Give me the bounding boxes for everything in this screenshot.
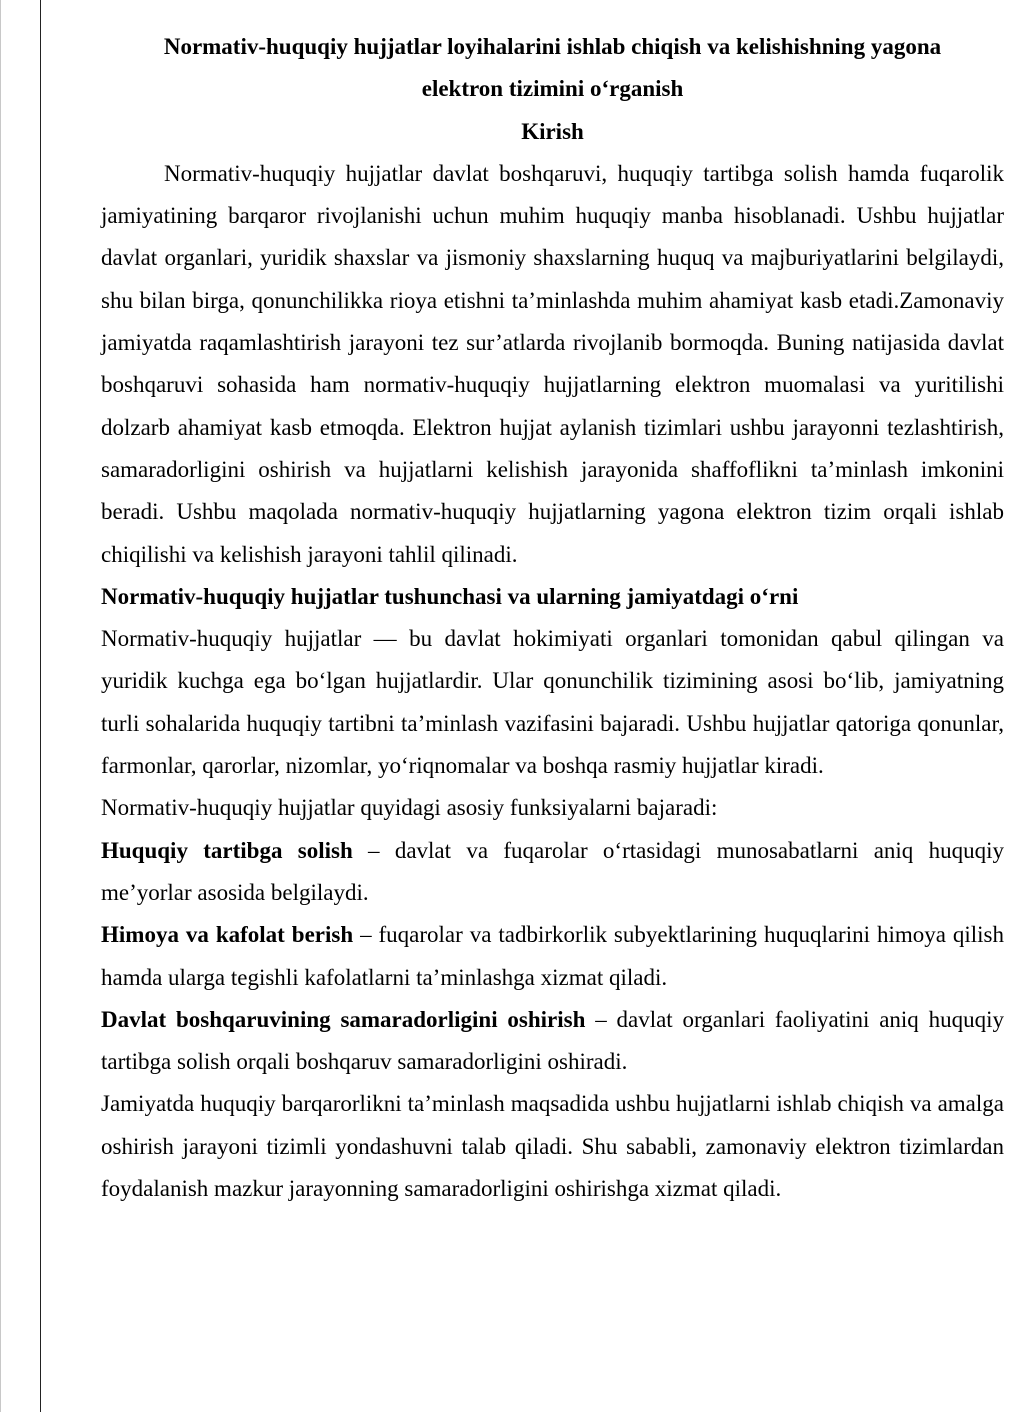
definition-paragraph: Normativ-huquqiy hujjatlar — bu davlat hokimiyati organlari tomonidan qabul qilingan va yuridik kuchga ega bo‘lgan hujjatlardir. Ular qonunchilik tizimining asosi bo‘lib, jamiyatning turli sohalarida huquqiy tartibni ta’minlash vazifasini bajaradi. Ushbu hujjatlar qatoriga qonunlar, farmonlar, qarorlar, nizomlar, yo‘riqnomalar va boshqa rasmiy hujjatlar kiradi. <box>101 626 1004 779</box>
function-term: Davlat boshqaruvining samaradorligini oshirish <box>101 1006 586 1032</box>
function-item <box>101 914 1004 999</box>
intro-heading: Kirish <box>521 118 584 144</box>
function-term: Huquqiy tartibga solish <box>101 837 353 863</box>
functions-intro: Normativ-huquqiy hujjatlar quyidagi asosiy funksiyalarni bajaradi: <box>101 795 718 821</box>
function-term: Himoya va kafolat berish <box>101 922 354 948</box>
intro-paragraph: Normativ-huquqiy hujjatlar davlat boshqaruvi, huquqiy tartibga solish hamda fuqarolik jamiyatining barqaror rivojlanishi uchun muhim huquqiy manba hisoblanadi. Ushbu hujjatlar davlat organlari, yuridik shaxslar va jismoniy shaxslarning huquq va majburiyatlarini belgilaydi, shu bilan birga, qonunchilikka rioya etishni ta’minlashda muhim ahamiyat kasb etadi.Zamonaviy jamiyatda raqamlashtirish jarayoni tez sur’atlarda rivojlanib bormoqda. Buning natijasida davlat boshqaruvi sohasida ham normativ-huquqiy hujjatlarning elektron muomalasi va yuritilishi dolzarb ahamiyat kasb etmoqda. Elektron hujjat aylanish tizimlari ushbu jarayonni tezlashtirish, samaradorligini oshirish va hujjatlarni kelishish jarayonida shaffoflikni ta’minlash imkonini beradi. Ushbu maqolada normativ-huquqiy hujjatlarning yagona elektron tizim orqali ishlab chiqilishi va kelishish jarayoni tahlil qilinadi. <box>101 160 1004 567</box>
document-body <box>101 26 1004 1210</box>
function-item <box>101 999 1004 1084</box>
function-description: – fuqarolar va tadbirkorlik subyektlarining huquqlarini himoya qilish hamda ularga tegishli kafolatlarni ta’minlashga xizmat qiladi. <box>101 922 1004 990</box>
margin-line <box>40 0 41 1412</box>
closing-paragraph: Jamiyatda huquqiy barqarorlikni ta’minlash maqsadida ushbu hujjatlarni ishlab chiqish va amalga oshirish jarayoni tizimli yondashuvni talab qiladi. Shu sababli, zamonaviy elektron tizimlardan foydalanish mazkur jarayonning samaradorligini oshirishga xizmat qiladi. <box>101 1091 1004 1202</box>
function-description: – davlat organlari faoliyatini aniq huquqiy tartibga solish orqali boshqaruv samaradorligini oshiradi. <box>101 1006 1004 1075</box>
function-description: – davlat va fuqarolar o‘rtasidagi munosabatlarni aniq huquqiy me’yorlar asosida belgilaydi. <box>101 837 1004 905</box>
function-item <box>101 830 1004 915</box>
document-title: Normativ-huquqiy hujjatlar loyihalarini ishlab chiqish va kelishishning yagona elektron tizimini o‘rganish <box>163 34 942 102</box>
page-edge <box>0 0 1 1412</box>
section-heading: Normativ-huquqiy hujjatlar tushunchasi va ularning jamiyatdagi o‘rni <box>101 583 799 609</box>
